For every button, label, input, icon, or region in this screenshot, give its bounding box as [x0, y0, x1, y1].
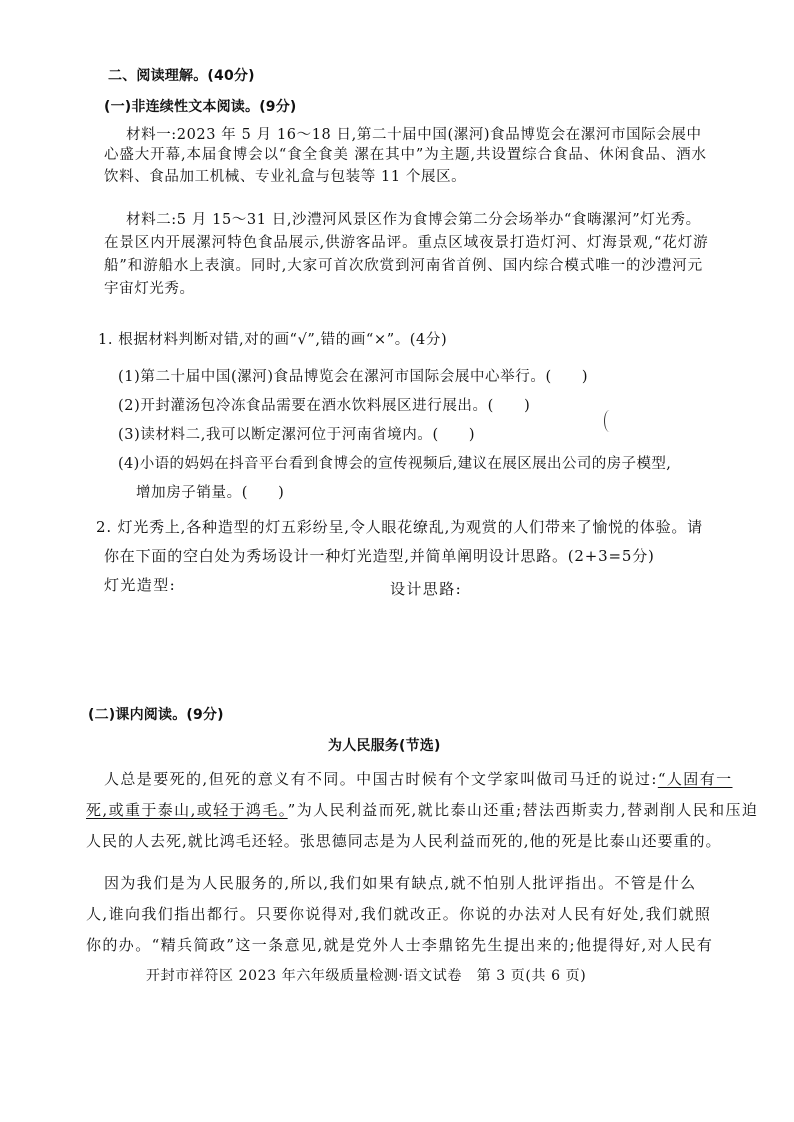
part2-heading: (二)课内阅读。(9分) [88, 707, 224, 723]
design-idea-label: 设计思路: [390, 580, 463, 598]
question1-item-4: (4)小语的妈妈在抖音平台看到食博会的宣传视频后,建议在展区展出公司的房子模型, [118, 456, 672, 472]
material1-line-1: 材料一:2023 年 5 月 16～18 日,第二十届中国(漯河)食品博览会在漯河市国际会展中 [126, 127, 702, 143]
material2-line-3: 船”和游船水上表演。同时,大家可首次欣赏到河南省首例、国内综合模式唯一的沙澧河元 [104, 258, 704, 274]
light-shape-label: 灯光造型: [104, 576, 177, 594]
material2-line-2: 在景区内开展漯河特色食品展示,供游客品评。重点区域夜景打造灯河、灯海景观,“花灯游 [104, 235, 709, 251]
question1-stem: 1. 根据材料判断对错,对的画“√”,错的画“×”。(4分) [98, 332, 448, 348]
passage-p1-quote-start: “人固有一 [657, 770, 733, 788]
question1-item-3: (3)读材料二,我可以断定漯河位于河南省境内。( ) [118, 427, 476, 443]
material1-line-3: 饮料、食品加工机械、专业礼盒与包装等 11 个展区。 [104, 169, 467, 185]
material2-line-1: 材料二:5 月 15～31 日,沙澧河风景区作为食博会第二分会场举办“食嗨漯河”灯光秀。 [126, 212, 701, 228]
passage-p2-line-3: 你的办。“精兵简政”这一条意见,就是党外人士李鼎铭先生提出来的;他提得好,对人民有 [86, 936, 714, 954]
passage-p1-line-2-text: ”为人民利益而死,就比泰山还重;替法西斯卖力,替剥削人民和压迫 [287, 801, 759, 819]
passage-title: 为人民服务(节选) [328, 738, 441, 754]
question2-line-2: 你在下面的空白处为秀场设计一种灯光造型,并简单阐明设计思路。(2+3=5分) [104, 547, 655, 565]
passage-p1-line-1 [104, 770, 733, 788]
passage-p1-line-3: 人民的人去死,就比鸿毛还轻。张思德同志是为人民利益而死的,他的死是比泰山还要重的。 [86, 832, 722, 850]
pen-mark [604, 410, 615, 432]
question2-line-1: 2. 灯光秀上,各种造型的灯五彩纷呈,令人眼花缭乱,为观赏的人们带来了愉悦的体验。请 [96, 518, 703, 536]
material2-line-4: 宇宙灯光秀。 [104, 281, 195, 297]
page-footer: 开封市祥符区 2023 年六年级质量检测·语文试卷 第 3 页(共 6 页) [146, 968, 587, 984]
part1-heading: (一)非连续性文本阅读。(9分) [104, 99, 297, 115]
passage-p2-line-1: 因为我们是为人民服务的,所以,我们如果有缺点,就不怕别人批评指出。不管是什么 [104, 874, 697, 892]
section-heading: 二、阅读理解。(40分) [108, 68, 255, 84]
material1-line-2: 心盛大开幕,本届食博会以“食全食美 漯在其中”为主题,共设置综合食品、休闲食品、酒水 [104, 147, 707, 163]
question1-item-4-continued: 增加房子销量。( ) [136, 485, 285, 501]
passage-p2-line-2: 人,谁向我们指出都行。只要你说得对,我们就改正。你说的办法对人民有好处,我们就照 [86, 905, 712, 923]
question1-item-2: (2)开封灌汤包冷冻食品需要在酒水饮料展区进行展出。( ) [118, 398, 531, 414]
passage-p1-line-2 [86, 801, 758, 819]
passage-p1-quote-end: 死,或重于泰山,或轻于鸿毛。 [86, 801, 288, 819]
question1-item-1: (1)第二十届中国(漯河)食品博览会在漯河市国际会展中心举行。( ) [118, 369, 589, 385]
passage-p1-line-1-text: 人总是要死的,但死的意义有不同。中国古时候有个文学家叫做司马迁的说过: [104, 770, 658, 788]
